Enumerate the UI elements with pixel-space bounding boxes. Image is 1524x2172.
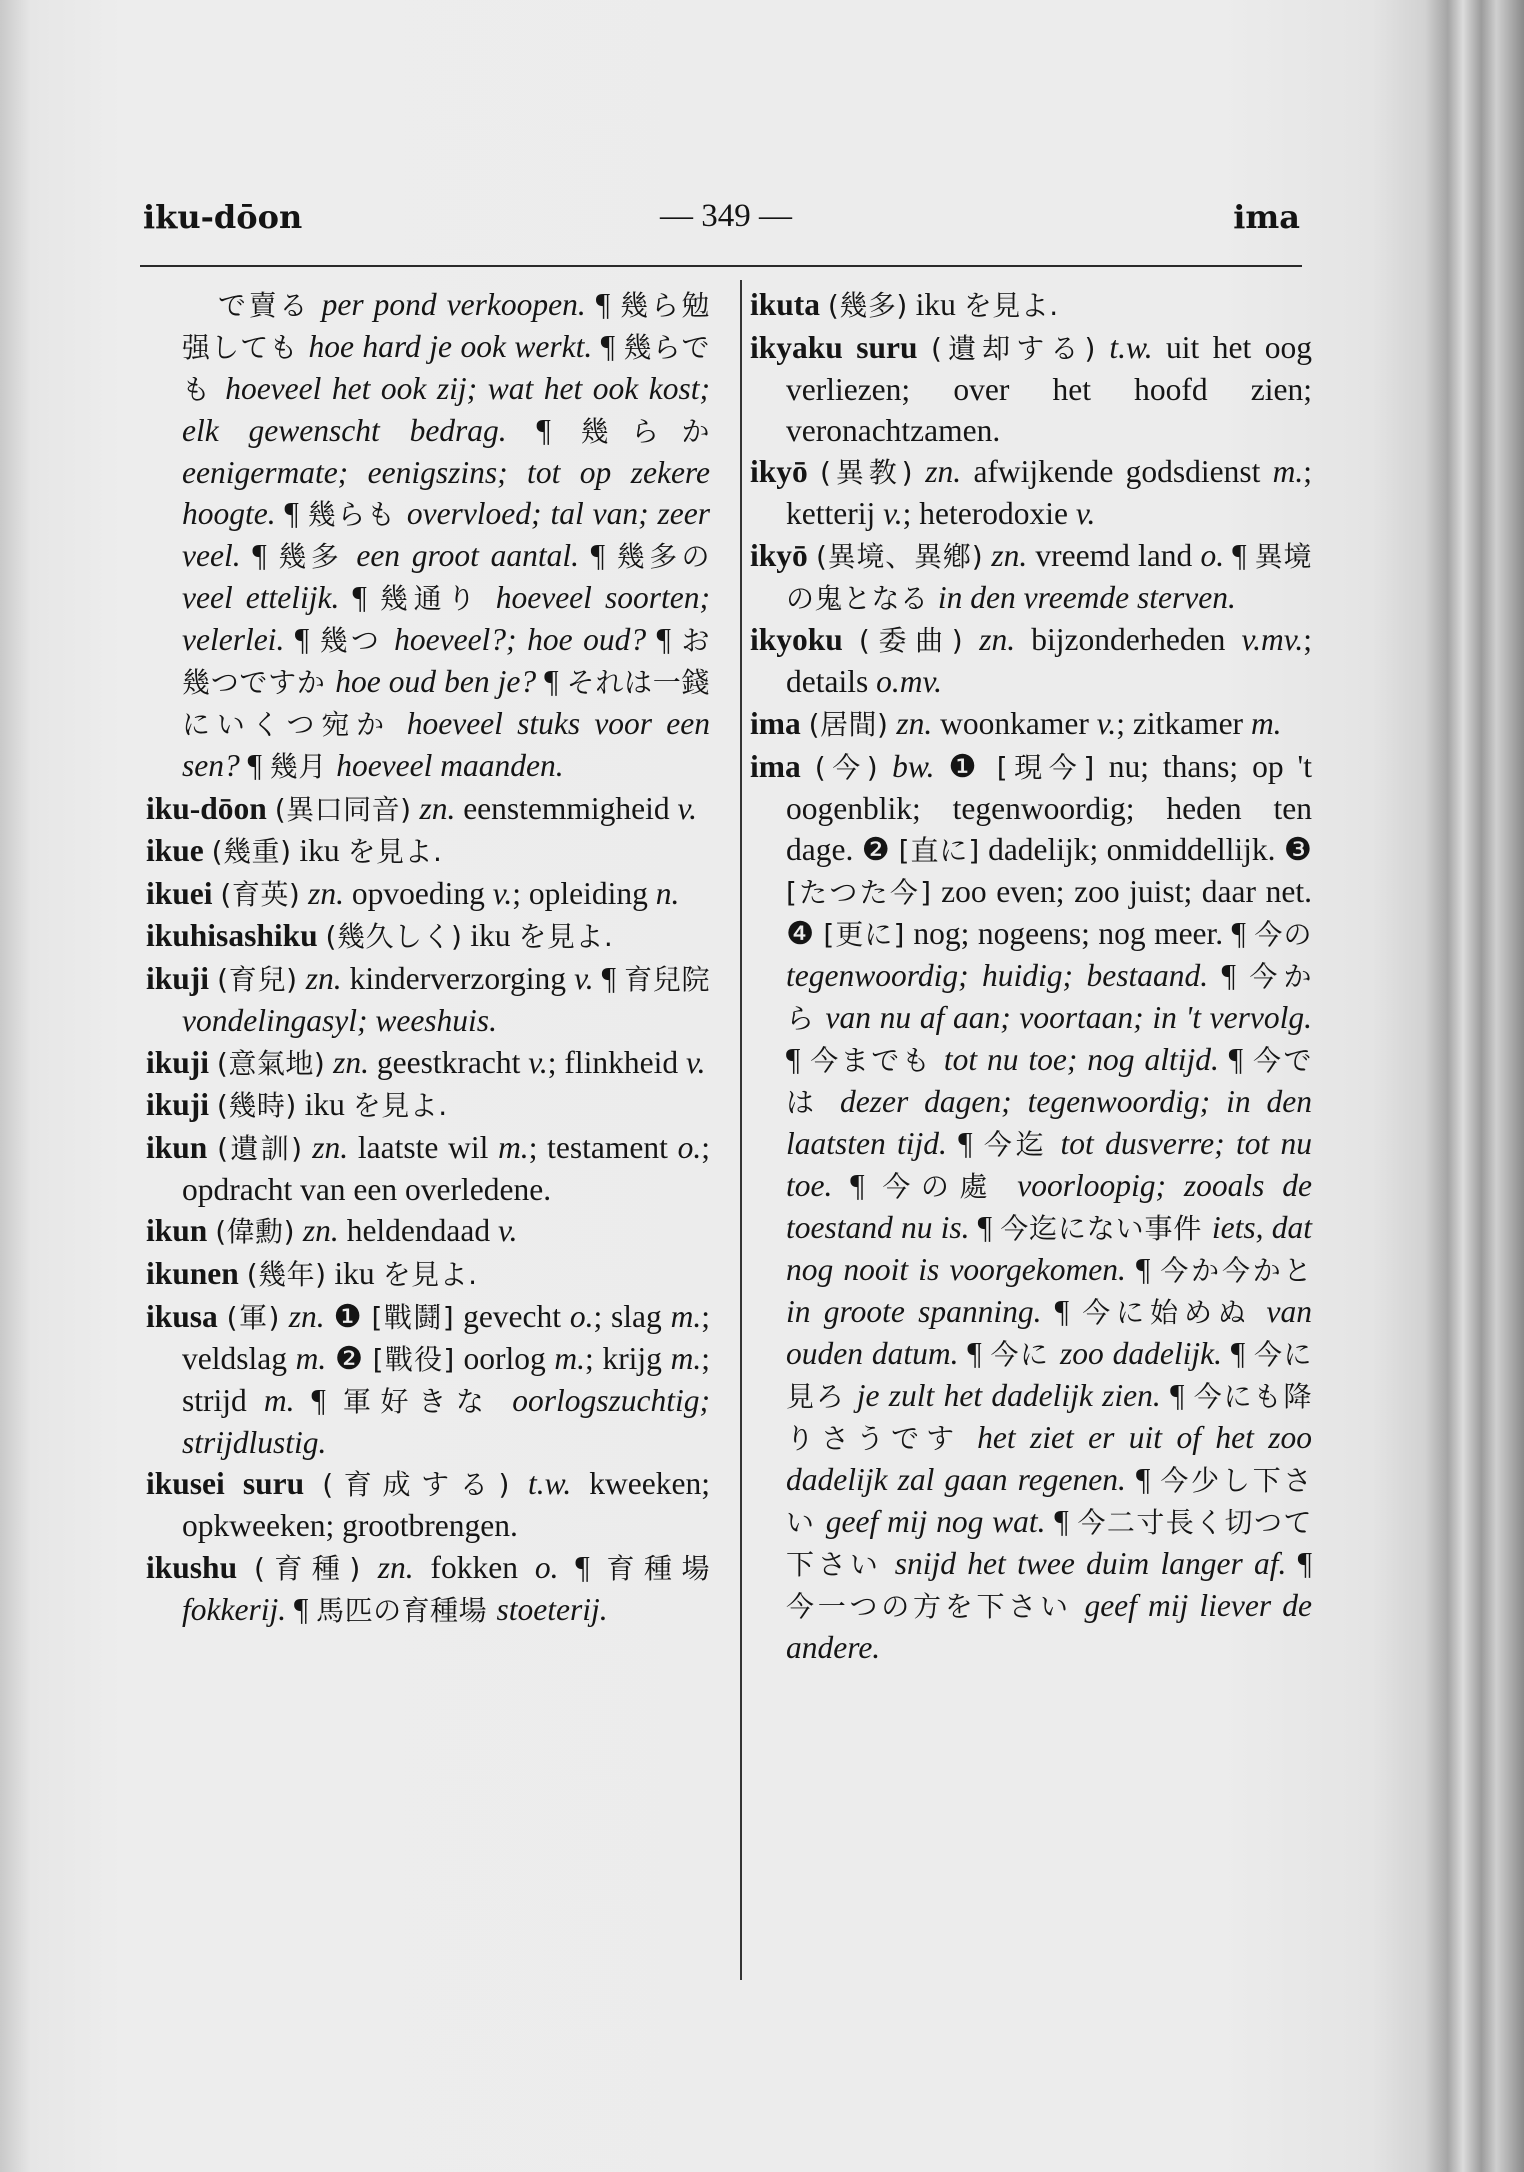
- definition-text: ¶: [1041, 1293, 1083, 1329]
- definition-text: ¶: [275, 496, 308, 531]
- italic-text: m.: [295, 1340, 327, 1376]
- italic-text: v.: [677, 790, 698, 826]
- italic-text: o.: [534, 1549, 559, 1585]
- definition-text: woonkamer: [932, 705, 1097, 741]
- italic-text: o.: [677, 1129, 702, 1165]
- headword: ikuhisashiku: [146, 918, 318, 954]
- japanese-text: (異境、異鄕): [815, 539, 984, 573]
- japanese-text: (育種): [253, 1551, 361, 1585]
- definition-text: [963, 622, 979, 657]
- definition-text: [267, 791, 275, 826]
- italic-text: in den vreemde sterven.: [937, 579, 1236, 615]
- dictionary-entry-ikuta: [750, 284, 1312, 326]
- page-number: — 349 —: [660, 198, 792, 234]
- dictionary-entry-ikyoku: [750, 619, 1312, 702]
- dictionary-entry-cont: [146, 284, 710, 787]
- italic-text: geef mij nog wat.: [825, 1503, 1046, 1539]
- definition-text: ¶: [294, 1382, 343, 1418]
- definition-text: iku: [296, 1087, 353, 1123]
- definition-text: zoo even; zoo juist; daar net. ❹: [786, 873, 1312, 951]
- italic-text: in groote spanning.: [786, 1293, 1042, 1329]
- italic-text: v.: [528, 1044, 548, 1080]
- definition-text: [325, 1045, 333, 1080]
- japanese-text: [たつた今]: [786, 875, 932, 909]
- japanese-text: [更に]: [823, 917, 905, 951]
- japanese-text: (偉勳): [215, 1215, 296, 1249]
- dictionary-entry-ikusa: [146, 1296, 710, 1463]
- japanese-text: 幾らも: [307, 498, 407, 531]
- japanese-text: (異教): [820, 456, 914, 490]
- japanese-text: 幾多の: [616, 540, 711, 573]
- italic-text: v.: [1075, 496, 1096, 532]
- headword: ima: [750, 748, 801, 784]
- definition-text: ❷: [326, 1340, 373, 1376]
- headword: ikyoku: [750, 622, 843, 658]
- dictionary-entry-ikue: [146, 830, 710, 872]
- definition-text: [808, 454, 820, 489]
- headword: ikuei: [146, 875, 213, 911]
- japanese-text: [現今]: [996, 750, 1095, 784]
- italic-text: zn.: [991, 537, 1028, 573]
- definition-text: ¶: [1045, 1503, 1078, 1539]
- japanese-text: を見よ.: [518, 920, 614, 954]
- headword: ikushu: [146, 1549, 238, 1585]
- definition-text: ¶: [958, 1335, 991, 1371]
- definition-text: vreemd land: [1027, 537, 1201, 573]
- japanese-text: 今では: [786, 1043, 1312, 1119]
- italic-text: o.mv.: [876, 664, 943, 700]
- definition-text: [318, 918, 326, 953]
- definition-text: ¶: [946, 1125, 984, 1161]
- japanese-text: 今から: [786, 959, 1312, 1035]
- definition-text: ¶: [969, 1209, 1001, 1245]
- definition-text: ¶: [585, 287, 621, 322]
- japanese-text: お幾つですか: [182, 624, 711, 699]
- left-column: [146, 284, 710, 1631]
- japanese-text: 今に見ろ: [786, 1337, 1313, 1413]
- headword: ikun: [146, 1129, 208, 1165]
- japanese-text: 育種場: [606, 1551, 710, 1585]
- definition-text: ❶: [324, 1298, 372, 1334]
- definition-text: fokken: [413, 1549, 535, 1585]
- italic-text: o.: [569, 1298, 594, 1334]
- headword: ikusa: [146, 1298, 218, 1334]
- japanese-text: 今迄: [983, 1127, 1061, 1161]
- definition-text: ¶: [339, 580, 380, 615]
- japanese-text: (遺訓): [217, 1131, 303, 1165]
- japanese-text: (幾重): [211, 835, 292, 869]
- japanese-text: (委曲): [858, 624, 964, 658]
- japanese-text: [戰鬪]: [371, 1300, 455, 1334]
- italic-text: oorlogszuchtig; strijdlustig.: [182, 1382, 710, 1460]
- headword: ima: [750, 705, 801, 741]
- definition-text: [808, 538, 816, 573]
- definition-text: ¶: [1286, 1545, 1313, 1581]
- definition-text: dadelijk; onmiddellijk. ❸: [979, 831, 1313, 867]
- definition-text: [361, 1550, 378, 1585]
- dictionary-entry-ikuji-2: [146, 1042, 710, 1084]
- italic-text: van ouden datum.: [786, 1293, 1312, 1371]
- italic-text: iets, dat nog nooit is voorgekomen.: [786, 1209, 1312, 1287]
- japanese-text: 今に: [990, 1337, 1060, 1371]
- headword: ikuji: [146, 1087, 210, 1123]
- dictionary-entry-ikuei: [146, 873, 710, 915]
- definition-text: ¶: [1221, 1335, 1254, 1371]
- definition-text: [280, 1299, 289, 1334]
- definition-text: kinderverzorging: [341, 960, 575, 996]
- definition-text: ¶: [239, 748, 270, 783]
- japanese-text: 今の: [1254, 917, 1312, 951]
- japanese-text: (育兒): [217, 962, 298, 996]
- definition-text: ; flinkheid: [547, 1044, 686, 1080]
- definition-text: afwijkende godsdienst: [961, 454, 1273, 490]
- italic-text: een groot aantal.: [356, 538, 580, 573]
- italic-text: eenigermate; eenigszins; tot op zekere hoogte.: [182, 455, 710, 531]
- definition-text: [913, 454, 925, 489]
- definition-text: ; opdracht van een overledene.: [182, 1129, 711, 1207]
- italic-text: snijd het twee duim langer af.: [894, 1545, 1287, 1581]
- italic-text: m.: [263, 1382, 295, 1418]
- headword: ikuta: [750, 287, 821, 322]
- dictionary-entry-ikunen: [146, 1253, 710, 1295]
- japanese-text: 今か今かと: [1160, 1253, 1312, 1287]
- definition-text: [295, 1213, 303, 1248]
- definition-text: [801, 749, 815, 784]
- italic-text: hoeveel maanden.: [336, 748, 564, 783]
- definition-text: iku: [462, 918, 519, 954]
- definition-text: ; veldslag: [182, 1298, 711, 1376]
- italic-text: zn.: [288, 1298, 325, 1334]
- definition-text: geestkracht: [369, 1044, 529, 1080]
- italic-text: zn.: [377, 1549, 414, 1585]
- italic-text: v.: [492, 875, 513, 911]
- italic-text: zn.: [308, 875, 345, 911]
- japanese-text: [戰役]: [372, 1342, 455, 1376]
- italic-text: t.w.: [1109, 329, 1153, 365]
- definition-text: ; testament: [528, 1129, 678, 1165]
- headword: ikyaku suru: [750, 329, 918, 365]
- definition-text: laatste wil: [348, 1129, 499, 1165]
- definition-text: [510, 1466, 528, 1501]
- definition-text: kweeken; opkweeken; grootbrengen.: [182, 1466, 710, 1544]
- dictionary-entry-ikyo-2: [750, 535, 1312, 619]
- definition-text: ; strijd: [182, 1340, 710, 1418]
- japanese-text: (居間): [808, 707, 889, 741]
- definition-text: ¶: [506, 413, 581, 448]
- italic-text: hoeveel?; hoe oud?: [394, 622, 647, 657]
- japanese-text: (異口同音): [274, 792, 412, 826]
- japanese-text: (幾時): [216, 1089, 297, 1123]
- italic-text: het ziet er uit of het zoo dadelijk zal gaan regenen.: [786, 1419, 1312, 1497]
- definition-text: uit het oog verliezen; over het hoofd zien; veronachtzamen.: [786, 329, 1312, 448]
- definition-text: ¶: [1218, 1041, 1253, 1077]
- definition-text: heldendaad: [338, 1213, 498, 1249]
- definition-text: ❶: [934, 748, 997, 784]
- definition-text: opvoeding: [344, 875, 493, 911]
- japanese-text: を見よ.: [352, 1089, 448, 1123]
- italic-text: v.: [574, 960, 594, 996]
- italic-text: zn.: [925, 454, 962, 490]
- italic-text: v.: [883, 496, 903, 532]
- japanese-text: 今迄にない事件: [1000, 1211, 1212, 1245]
- japanese-text: 今の處: [882, 1169, 1018, 1203]
- definition-text: [207, 1130, 217, 1165]
- definition-text: ; opleiding: [512, 875, 656, 911]
- definition-text: [801, 706, 809, 741]
- header-rule: [140, 265, 1302, 267]
- definition-text: iku: [291, 833, 348, 869]
- definition-text: [1096, 330, 1109, 365]
- japanese-text: で賣る: [218, 289, 322, 322]
- japanese-text: 幾らでも: [182, 331, 710, 406]
- definition-text: ¶: [284, 622, 320, 657]
- italic-text: stoeterij.: [496, 1591, 608, 1627]
- definition-text: ; slag: [593, 1298, 671, 1334]
- italic-text: vondelingasyl; weeshuis.: [182, 1002, 497, 1038]
- definition-text: eenstemmigheid: [455, 790, 678, 826]
- definition-text: [209, 961, 217, 996]
- definition-text: [820, 287, 828, 322]
- italic-text: o.: [1200, 537, 1225, 573]
- japanese-text: 今にも降りさうです: [786, 1379, 1312, 1455]
- definition-text: iku: [326, 1255, 383, 1291]
- definition-text: [878, 749, 892, 784]
- italic-text: van nu af aan; voortaan; in 't vervolg.: [825, 999, 1312, 1035]
- italic-text: per pond verkoopen.: [321, 287, 586, 322]
- japanese-text: 今少し下さい: [786, 1463, 1312, 1539]
- definition-text: ¶: [536, 664, 567, 699]
- italic-text: v.: [1096, 705, 1117, 741]
- italic-text: zn.: [305, 960, 342, 996]
- italic-text: zn.: [333, 1044, 370, 1080]
- italic-text: geef mij liever de andere.: [786, 1587, 1312, 1665]
- japanese-text: それは一錢にいくつ宛か: [182, 666, 710, 741]
- definition-text: [300, 876, 308, 911]
- headword: ikyō: [750, 537, 808, 573]
- definition-text: ¶: [286, 1591, 317, 1627]
- italic-text: veel ettelijk.: [182, 580, 340, 615]
- definition-text: nu; thans; op 't oogenblik; tegenwoordig; heden ten dage. ❷: [786, 748, 1312, 867]
- header-guide-word-left: iku-dōon: [143, 198, 303, 236]
- definition-text: [207, 1213, 215, 1248]
- definition-text: ¶: [240, 538, 279, 573]
- definition-text: [303, 1130, 313, 1165]
- italic-text: v.: [498, 1213, 518, 1249]
- dictionary-entry-ikuhisashiku: [146, 915, 710, 957]
- japanese-text: を見よ.: [963, 289, 1059, 322]
- definition-text: ¶: [646, 622, 682, 657]
- japanese-text: (軍): [226, 1300, 280, 1334]
- headword: iku-dōon: [146, 790, 267, 826]
- japanese-text: 幾らか: [580, 415, 710, 448]
- definition-text: ¶: [1125, 1251, 1161, 1287]
- italic-text: n.: [655, 875, 680, 911]
- definition-text: gevecht: [454, 1298, 570, 1334]
- italic-text: overvloed; tal van; zeer veel.: [182, 496, 710, 573]
- italic-text: dezer dagen; tegenwoordig; in den laatsten tijd.: [786, 1083, 1312, 1161]
- japanese-text: 今までも: [810, 1043, 944, 1077]
- japanese-text: 幾つ: [319, 624, 395, 657]
- dictionary-entry-ima-1: [750, 703, 1312, 745]
- italic-text: tot nu toe; nog altijd.: [943, 1041, 1219, 1077]
- japanese-text: 異境の鬼となる: [786, 539, 1313, 615]
- dictionary-entry-ikushu: [146, 1547, 710, 1631]
- japanese-text: 今一つの方を下さい: [786, 1589, 1085, 1623]
- headword: ikue: [146, 833, 204, 869]
- definition-text: ¶: [579, 538, 617, 573]
- japanese-text: 軍好きな: [342, 1384, 513, 1418]
- headword: ikunen: [146, 1255, 239, 1291]
- dictionary-entry-ikun-1: [146, 1127, 710, 1210]
- headword: ikyō: [750, 454, 808, 490]
- right-column: [750, 284, 1312, 1668]
- definition-text: ¶: [558, 1549, 607, 1585]
- page-header: [140, 198, 1300, 250]
- definition-text: ; heterodoxie: [902, 496, 1076, 532]
- japanese-text: 育兒院: [624, 962, 711, 996]
- japanese-text: (幾多): [827, 289, 908, 322]
- japanese-text: 今に始めぬ: [1082, 1295, 1267, 1329]
- italic-text: m.: [554, 1340, 586, 1376]
- italic-text: hoeveel soorten; velerlei.: [182, 580, 711, 657]
- dictionary-entry-ikuji-3: [146, 1084, 710, 1126]
- definition-text: ; details: [786, 622, 1312, 700]
- japanese-text: を見よ.: [347, 835, 443, 869]
- italic-text: zn.: [302, 1213, 339, 1249]
- italic-text: bw.: [892, 748, 935, 784]
- japanese-text: (今): [814, 750, 879, 784]
- definition-text: ¶: [1160, 1377, 1194, 1413]
- italic-text: zn.: [979, 622, 1016, 658]
- italic-text: voorloopig; zooals de toestand nu is.: [786, 1167, 1312, 1245]
- definition-text: ; ketterij: [786, 454, 1313, 532]
- dictionary-entry-ikusei-suru: [146, 1463, 710, 1546]
- definition-text: [298, 961, 306, 996]
- italic-text: zoo dadelijk.: [1059, 1335, 1222, 1371]
- headword: ikusei suru: [146, 1466, 305, 1502]
- definition-text: [218, 1299, 227, 1334]
- italic-text: t.w.: [528, 1466, 572, 1502]
- japanese-text: 幾通り: [379, 582, 496, 615]
- definition-text: ¶: [592, 329, 624, 364]
- dictionary-entry-ikyo-1: [750, 451, 1312, 534]
- definition-text: nog; nogeens; nog meer. ¶: [904, 915, 1255, 951]
- definition-text: ¶: [1208, 957, 1250, 993]
- header-guide-word-right: ima: [1233, 198, 1300, 236]
- dictionary-entry-iku-doon: [146, 788, 710, 830]
- definition-text: ¶: [1224, 537, 1255, 573]
- italic-text: v.: [685, 1044, 706, 1080]
- italic-text: m.: [498, 1129, 529, 1165]
- dictionary-entry-ikun-2: [146, 1210, 710, 1252]
- definition-text: [237, 1550, 254, 1585]
- japanese-text: [直に]: [898, 833, 980, 867]
- japanese-text: (意氣地): [216, 1046, 326, 1080]
- italic-text: tegenwoordig; huidig; bestaand.: [786, 957, 1209, 993]
- japanese-text: (遺却する): [931, 331, 1096, 365]
- definition-text: bijzonderheden: [1015, 622, 1242, 658]
- headword: ikuji: [146, 1044, 210, 1080]
- definition-text: [304, 1466, 322, 1501]
- japanese-text: 馬匹の育種場: [316, 1593, 497, 1627]
- japanese-text: 今二寸長く切つて下さい: [786, 1505, 1312, 1581]
- definition-text: [204, 833, 212, 868]
- japanese-text: (幾久しく): [325, 920, 463, 954]
- japanese-text: (育成する): [322, 1468, 510, 1502]
- japanese-text: (幾年): [246, 1257, 327, 1291]
- italic-text: m.: [670, 1298, 702, 1334]
- headword: ikuji: [146, 960, 210, 996]
- column-divider: [740, 280, 742, 1980]
- definition-text: ¶: [593, 960, 625, 996]
- definition-text: ; krijg: [585, 1340, 671, 1376]
- italic-text: m.: [1272, 454, 1304, 490]
- definition-text: ¶: [832, 1167, 883, 1203]
- italic-text: zn.: [419, 790, 456, 826]
- italic-text: m.: [670, 1340, 702, 1376]
- italic-text: hoeveel het ook zij; wat het ook kost; elk gewenscht bedrag.: [182, 371, 710, 448]
- italic-text: je zult het dadelijk zien.: [856, 1377, 1161, 1413]
- dictionary-entry-ikyaku-suru: [750, 327, 1312, 451]
- definition-text: oorlog: [454, 1340, 555, 1376]
- italic-text: hoe oud ben je?: [335, 664, 537, 699]
- definition-text: [918, 330, 931, 365]
- definition-text: [209, 1087, 217, 1122]
- definition-text: [843, 622, 859, 657]
- definition-text: [209, 1045, 217, 1080]
- definition-text: ¶: [786, 1041, 811, 1077]
- headword: ikun: [146, 1213, 208, 1249]
- definition-text: ¶: [1125, 1461, 1161, 1497]
- dictionary-entry-ima-2: [750, 746, 1312, 1668]
- italic-text: zn.: [312, 1129, 349, 1165]
- italic-text: fokkerij.: [182, 1591, 287, 1627]
- japanese-text: 幾多: [278, 540, 357, 573]
- dictionary-entry-ikuji-1: [146, 958, 710, 1041]
- japanese-text: 幾月: [269, 750, 337, 783]
- definition-text: [239, 1256, 247, 1291]
- italic-text: hoe hard je ook werkt.: [308, 329, 593, 364]
- italic-text: tot dusverre; tot nu toe.: [786, 1125, 1313, 1203]
- definition-text: ; zitkamer: [1116, 705, 1251, 741]
- italic-text: hoeveel stuks voor een sen?: [182, 706, 710, 783]
- italic-text: m.: [1250, 705, 1282, 741]
- japanese-text: を見よ.: [382, 1257, 478, 1291]
- italic-text: v.mv.: [1241, 622, 1304, 658]
- italic-text: zn.: [896, 705, 933, 741]
- japanese-text: 幾ら勉强しても: [182, 289, 710, 364]
- japanese-text: (育英): [220, 877, 301, 911]
- definition-text: iku: [907, 287, 964, 322]
